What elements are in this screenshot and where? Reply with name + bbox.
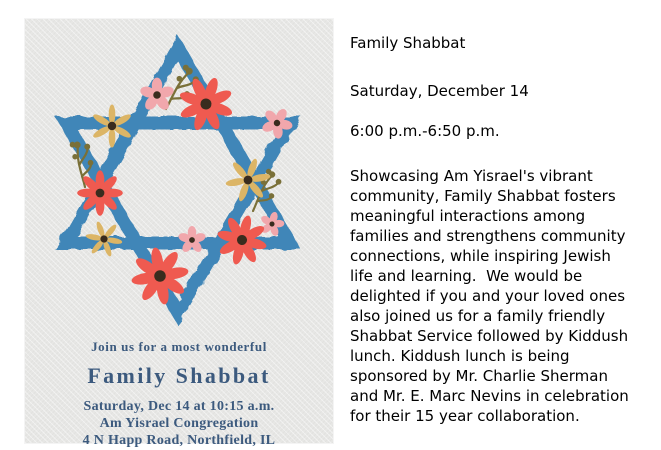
- event-title: Family Shabbat: [350, 34, 466, 52]
- red-flower-icon: [77, 170, 123, 216]
- star-of-david-artwork: [25, 19, 333, 331]
- invitation-address: 4 N Happ Road, Northfield, IL: [82, 433, 276, 448]
- invitation-title: Family Shabbat: [87, 363, 271, 388]
- event-description: Showcasing Am Yisrael's vibrant community, Family Shabbat fosters meaningful interactions among families and strengthens community connections, while inspiring Jewish life and learning. We would be delighted if you and your loved ones also joined us for a family friendly Shabbat Service followed by Kiddush lunch. Kiddush lunch is being sponsored by Mr. Charlie Sherman and Mr. E. Marc Nevins in celebration for their 15 year collaboration.: [350, 167, 634, 425]
- invitation-card: [25, 19, 333, 448]
- event-date: Saturday, December 14: [350, 82, 529, 100]
- pink-flower-icon: [177, 226, 206, 254]
- event-details: [350, 34, 634, 426]
- invitation-venue: Am Yisrael Congregation: [99, 416, 259, 431]
- invitation-text-block: [25, 339, 333, 449]
- event-time: 6:00 p.m.-6:50 p.m.: [350, 122, 500, 140]
- invitation-datetime: Saturday, Dec 14 at 10:15 a.m.: [83, 399, 275, 414]
- invitation-tagline: Join us for a most wonderful: [91, 339, 267, 354]
